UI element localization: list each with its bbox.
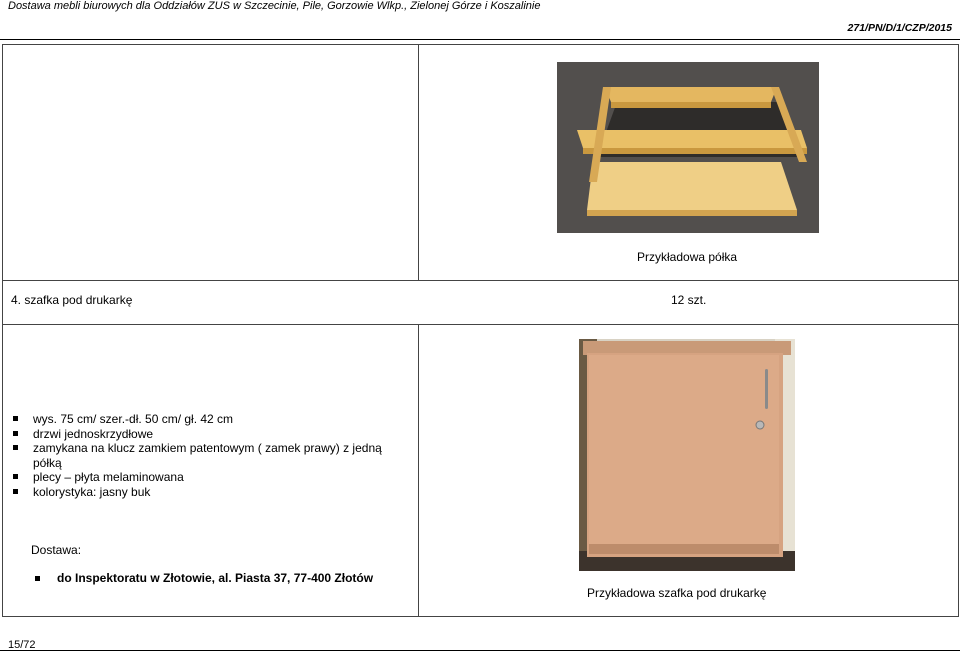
shelf-photo-cell (419, 45, 959, 281)
page-number: 15/72 (8, 639, 36, 651)
bullet-icon (13, 445, 18, 450)
item-quantity: 12 szt. (671, 293, 707, 307)
shelf-caption: Przykładowa półka (637, 250, 738, 264)
cabinet-caption: Przykładowa szafka pod drukarkę (587, 586, 767, 600)
cabinet-photo (579, 339, 795, 571)
item-title: 4. szafka pod drukarkę (11, 293, 133, 307)
header-divider (0, 39, 960, 40)
item-title-row (3, 281, 959, 325)
footer-divider (0, 650, 960, 651)
bullet-icon (13, 489, 18, 494)
bullet-icon (13, 416, 18, 421)
delivery-address: do Inspektoratu w Złotowie, al. Piasta 37, 77-400 Złotów (35, 571, 437, 585)
feature-item: wys. 75 cm/ szer.-dł. 50 cm/ gł. 42 cm (13, 412, 413, 427)
feature-item: zamykana na klucz zamkiem patentowym ( zamek prawy) z jedną półką (13, 441, 413, 470)
feature-item: kolorystyka: jasny buk (13, 485, 413, 500)
bullet-icon (13, 431, 18, 436)
shelf-photo (557, 62, 819, 233)
feature-list (13, 412, 413, 500)
feature-item: drzwi jednoskrzydłowe (13, 427, 413, 442)
bullet-icon (13, 474, 18, 479)
document-header-title: Dostawa mebli biurowych dla Oddziałów ZUS w Szczecinie, Pile, Gorzowie Wlkp., Zielonej Górze i Koszalinie (8, 0, 541, 12)
empty-cell (3, 45, 419, 281)
document-reference-number: 271/PN/D/1/CZP/2015 (847, 22, 952, 34)
cabinet-photo-cell (419, 325, 959, 617)
description-cell (3, 325, 419, 617)
delivery-title: Dostawa: (31, 543, 82, 557)
specification-table (2, 44, 959, 617)
feature-item: plecy – płyta melaminowana (13, 470, 413, 485)
bullet-icon (35, 576, 40, 581)
